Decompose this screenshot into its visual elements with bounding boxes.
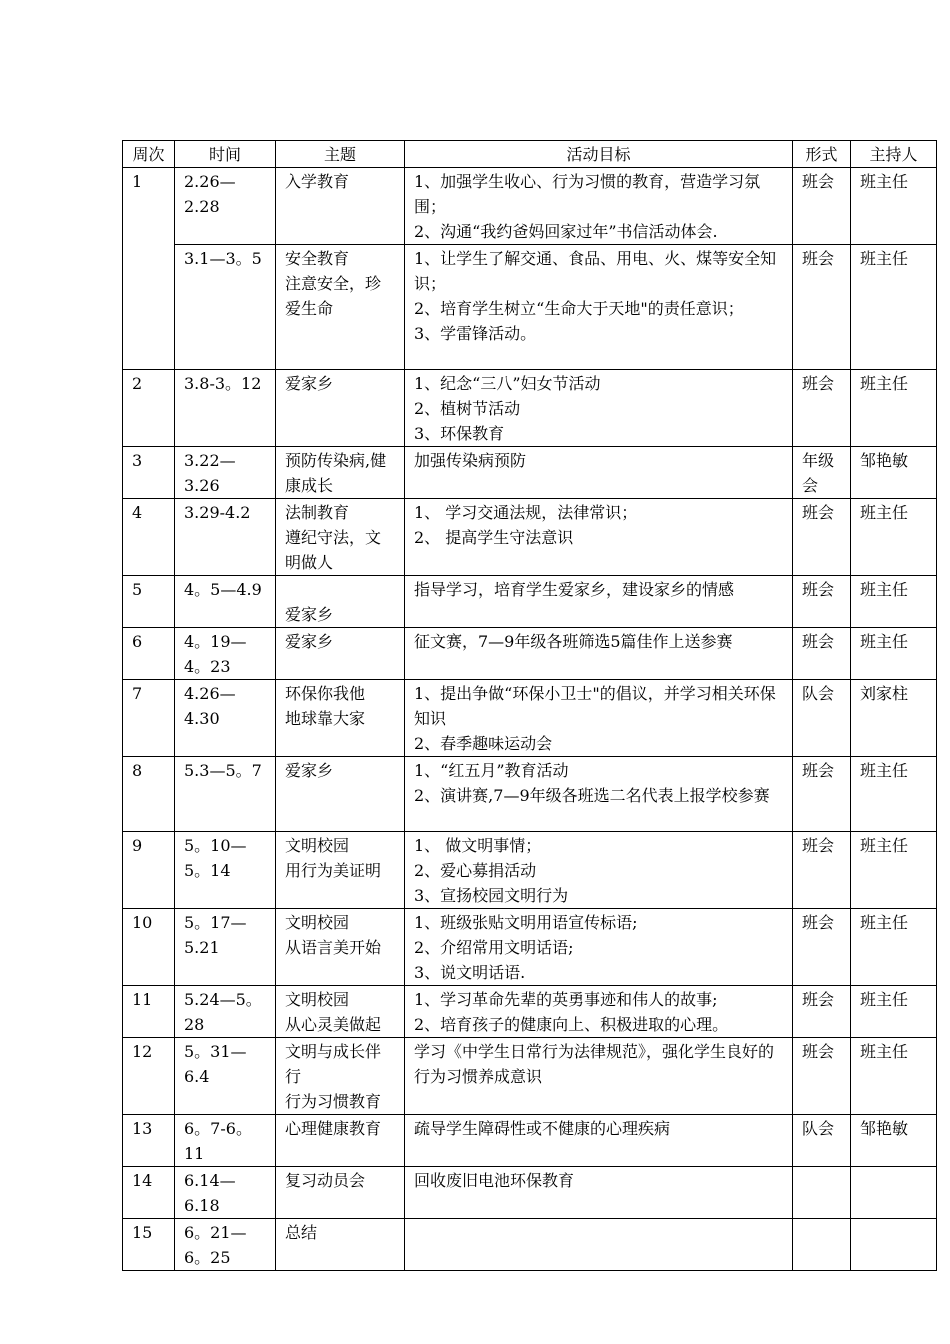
date-cell: 5。17—5.21 [175, 909, 276, 986]
theme-line: 预防传染病,健康成长 [285, 451, 387, 495]
table-row [123, 680, 937, 757]
theme-line: 爱家乡 [285, 374, 334, 393]
goal-line: 1、“红五月”教育活动 [414, 761, 569, 780]
week-cell: 6 [123, 628, 175, 680]
form-cell: 班会 [793, 757, 851, 832]
goals-cell [405, 909, 793, 986]
goals-cell [405, 832, 793, 909]
goal-line: 3、说文明话语. [414, 963, 526, 982]
theme-cell [276, 832, 405, 909]
theme-line: 复习动员会 [285, 1171, 366, 1190]
week-cell: 12 [123, 1038, 175, 1115]
goal-line: 2、沟通“我约爸妈回家过年”书信活动体会. [414, 222, 718, 241]
form-cell: 班会 [793, 370, 851, 447]
header-host: 主持人 [851, 141, 937, 168]
goal-line: 2、 提高学生守法意识 [414, 528, 574, 547]
week-cell: 14 [123, 1167, 175, 1219]
host-cell: 班主任 [851, 370, 937, 447]
form-cell: 班会 [793, 576, 851, 628]
theme-line [285, 577, 395, 602]
table-row [123, 986, 937, 1038]
goal-line: 疏导学生障碍性或不健康的心理疾病 [414, 1119, 671, 1138]
table-row [123, 499, 937, 576]
date-cell: 5.3—5。7 [175, 757, 276, 832]
theme-line: 从心灵美做起 [285, 1015, 382, 1034]
host-cell: 班主任 [851, 245, 937, 370]
schedule-table [122, 140, 937, 1271]
date-cell: 3.8-3。12 [175, 370, 276, 447]
host-cell: 班主任 [851, 1038, 937, 1115]
goal-line: 1、让学生了解交通、食品、用电、火、煤等安全知识； [414, 249, 777, 293]
week-cell: 3 [123, 447, 175, 499]
theme-cell [276, 1115, 405, 1167]
theme-cell [276, 245, 405, 370]
host-cell: 班主任 [851, 832, 937, 909]
date-cell: 3.1—3。5 [175, 245, 276, 370]
goal-line: 学习《中学生日常行为法律规范》，强化学生良好的行为习惯养成意识 [414, 1042, 775, 1086]
form-cell: 班会 [793, 168, 851, 245]
form-cell: 班会 [793, 909, 851, 986]
date-cell: 4.26—4.30 [175, 680, 276, 757]
week-cell: 11 [123, 986, 175, 1038]
table-row [123, 1167, 937, 1219]
host-cell: 班主任 [851, 909, 937, 986]
table-row [123, 447, 937, 499]
host-cell: 邹艳敏 [851, 447, 937, 499]
goals-cell [405, 1115, 793, 1167]
goal-line: 加强传染病预防 [414, 451, 527, 470]
goal-line: 2、培育孩子的健康向上、积极进取的心理。 [414, 1015, 729, 1034]
theme-cell [276, 986, 405, 1038]
theme-line: 爱家乡 [285, 761, 334, 780]
theme-line: 文明与成长伴行 [285, 1042, 382, 1086]
table-row [123, 370, 937, 447]
header-date: 时间 [175, 141, 276, 168]
week-cell: 2 [123, 370, 175, 447]
goal-line: 2、演讲赛,7—9年级各班选二名代表上报学校参赛 [414, 786, 770, 805]
goal-line: 3、学雷锋活动。 [414, 324, 537, 343]
goal-line: 回收废旧电池环保教育 [414, 1171, 575, 1190]
host-cell [851, 1219, 937, 1271]
goal-line: 2、介绍常用文明话语; [414, 938, 574, 957]
goals-cell [405, 986, 793, 1038]
date-cell: 2.26—2.28 [175, 168, 276, 245]
date-cell: 6。21—6。25 [175, 1219, 276, 1271]
week-cell: 7 [123, 680, 175, 757]
theme-line: 安全教育 [285, 249, 350, 268]
theme-line: 文明校园 [285, 990, 350, 1009]
table-row [123, 757, 937, 832]
theme-line: 心理健康教育 [285, 1119, 382, 1138]
table-row [123, 628, 937, 680]
goals-cell [405, 499, 793, 576]
theme-cell [276, 576, 405, 628]
form-cell: 队会 [793, 680, 851, 757]
host-cell: 邹艳敏 [851, 1115, 937, 1167]
week-cell: 10 [123, 909, 175, 986]
goals-cell [405, 1219, 793, 1271]
table-row [123, 1038, 937, 1115]
theme-line: 从语言美开始 [285, 938, 382, 957]
goals-cell [405, 168, 793, 245]
goal-line: 1、 做文明事情； [414, 836, 542, 855]
goal-line: 2、春季趣味运动会 [414, 734, 553, 753]
host-cell: 班主任 [851, 986, 937, 1038]
table-row [123, 909, 937, 986]
table-row [123, 245, 937, 370]
form-cell [793, 1167, 851, 1219]
theme-line: 入学教育 [285, 172, 350, 191]
theme-line: 环保你我他 [285, 684, 366, 703]
goals-cell [405, 680, 793, 757]
theme-line: 遵纪守法，文明做人 [285, 528, 382, 572]
week-cell: 13 [123, 1115, 175, 1167]
goal-line: 1、纪念“三八”妇女节活动 [414, 374, 601, 393]
form-cell: 班会 [793, 628, 851, 680]
week-cell: 5 [123, 576, 175, 628]
theme-cell [276, 1219, 405, 1271]
theme-line: 用行为美证明 [285, 861, 382, 880]
date-cell: 4。5—4.9 [175, 576, 276, 628]
goals-cell [405, 757, 793, 832]
goals-cell [405, 576, 793, 628]
header-row [123, 141, 937, 168]
date-cell: 6。7-6。11 [175, 1115, 276, 1167]
theme-cell [276, 757, 405, 832]
date-cell: 4。19—4。23 [175, 628, 276, 680]
form-cell: 班会 [793, 832, 851, 909]
table-row [123, 576, 937, 628]
header-week: 周次 [123, 141, 175, 168]
header-theme: 主题 [276, 141, 405, 168]
table-row [123, 832, 937, 909]
theme-cell [276, 499, 405, 576]
goal-line: 1、学习革命先辈的英勇事迹和伟人的故事; [414, 990, 718, 1009]
week-cell: 8 [123, 757, 175, 832]
week-cell: 1 [123, 168, 175, 370]
goals-cell [405, 1038, 793, 1115]
goal-line: 指导学习，培育学生爱家乡，建设家乡的情感 [414, 580, 735, 599]
date-cell: 5.24—5。28 [175, 986, 276, 1038]
theme-line: 爱家乡 [285, 632, 334, 651]
date-cell: 3.29-4.2 [175, 499, 276, 576]
host-cell [851, 1167, 937, 1219]
form-cell: 班会 [793, 245, 851, 370]
theme-line: 行为习惯教育 [285, 1092, 382, 1111]
goals-cell [405, 370, 793, 447]
header-form: 形式 [793, 141, 851, 168]
goal-line: 3、宣扬校园文明行为 [414, 886, 569, 905]
host-cell: 班主任 [851, 757, 937, 832]
theme-cell [276, 909, 405, 986]
week-cell: 9 [123, 832, 175, 909]
theme-cell [276, 1038, 405, 1115]
goal-line: 3、环保教育 [414, 424, 505, 443]
goal-line [414, 1220, 783, 1245]
goal-line: 2、培育学生树立“生命大于天地"的责任意识； [414, 299, 744, 318]
goals-cell [405, 245, 793, 370]
theme-cell [276, 628, 405, 680]
host-cell: 班主任 [851, 168, 937, 245]
goal-line: 征文赛，7—9年级各班筛选5篇佳作上送参赛 [414, 632, 733, 651]
table-row [123, 168, 937, 245]
goal-line: 2、植树节活动 [414, 399, 521, 418]
date-cell: 5。31—6.4 [175, 1038, 276, 1115]
date-cell: 6.14—6.18 [175, 1167, 276, 1219]
theme-line: 爱家乡 [285, 605, 334, 624]
form-cell: 队会 [793, 1115, 851, 1167]
goal-line: 1、加强学生收心、行为习惯的教育，营造学习氛围； [414, 172, 761, 216]
table-row [123, 1115, 937, 1167]
table-row [123, 1219, 937, 1271]
host-cell: 班主任 [851, 499, 937, 576]
host-cell: 班主任 [851, 576, 937, 628]
form-cell: 年级会 [793, 447, 851, 499]
goal-line: 2、爱心募捐活动 [414, 861, 537, 880]
goal-line: 1、提出争做“环保小卫士"的倡议，并学习相关环保知识 [414, 684, 776, 728]
form-cell: 班会 [793, 499, 851, 576]
week-cell: 15 [123, 1219, 175, 1271]
theme-line: 注意安全，珍爱生命 [285, 274, 382, 318]
theme-cell [276, 447, 405, 499]
theme-cell [276, 370, 405, 447]
form-cell: 班会 [793, 1038, 851, 1115]
goals-cell [405, 628, 793, 680]
theme-cell [276, 168, 405, 245]
form-cell: 班会 [793, 986, 851, 1038]
week-cell: 4 [123, 499, 175, 576]
theme-line: 文明校园 [285, 836, 350, 855]
theme-line: 地球靠大家 [285, 709, 366, 728]
form-cell [793, 1219, 851, 1271]
goals-cell [405, 1167, 793, 1219]
host-cell: 班主任 [851, 628, 937, 680]
host-cell: 刘家柱 [851, 680, 937, 757]
goal-line: 1、班级张贴文明用语宣传标语; [414, 913, 638, 932]
goal-line: 1、 学习交通法规，法律常识； [414, 503, 638, 522]
date-cell: 3.22—3.26 [175, 447, 276, 499]
theme-cell [276, 680, 405, 757]
theme-line: 总结 [285, 1223, 318, 1242]
theme-cell [276, 1167, 405, 1219]
theme-line: 文明校园 [285, 913, 350, 932]
theme-line: 法制教育 [285, 503, 350, 522]
header-goals: 活动目标 [405, 141, 793, 168]
date-cell: 5。10—5。14 [175, 832, 276, 909]
goals-cell [405, 447, 793, 499]
